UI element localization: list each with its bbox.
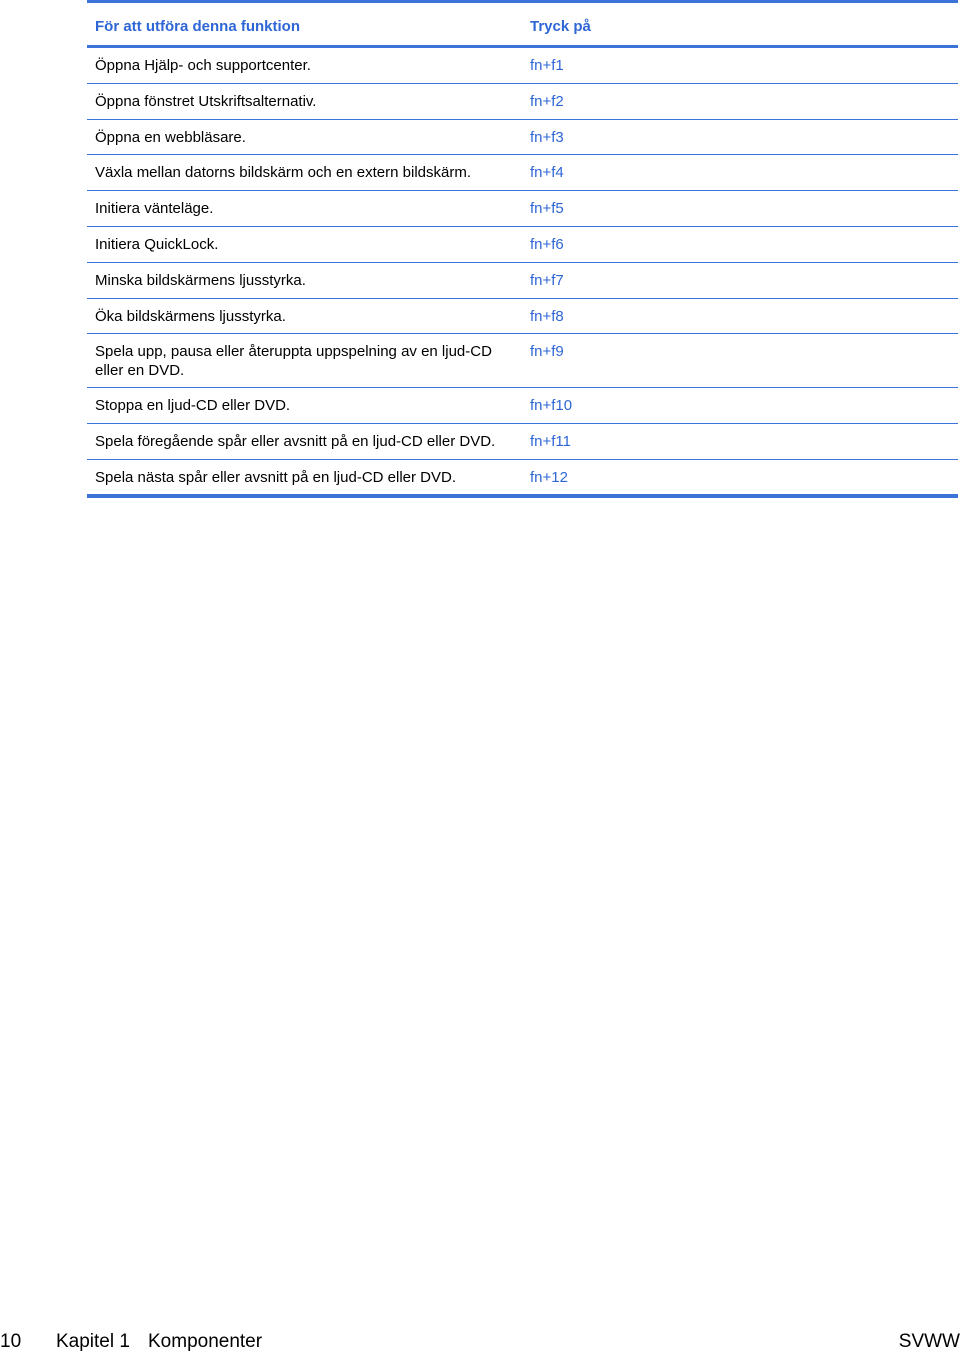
row-key: fn+f5 xyxy=(530,200,564,218)
document-code: SVWW xyxy=(898,1331,960,1352)
row-function: Spela upp, pausa eller återuppta uppspelning av en ljud-CD eller en DVD. xyxy=(95,343,492,380)
page-number: 10 xyxy=(0,1331,22,1352)
row-function: Spela föregående spår eller avsnitt på en ljud-CD eller DVD. xyxy=(95,433,496,451)
chapter-label: Kapitel 1 xyxy=(56,1331,130,1352)
row-function: Initiera vänteläge. xyxy=(95,200,214,218)
table-row xyxy=(87,155,958,191)
row-function: Initiera QuickLock. xyxy=(95,235,219,253)
table-row xyxy=(87,191,958,227)
table-row xyxy=(87,48,958,84)
table-row xyxy=(87,84,958,120)
row-function: Växla mellan datorns bildskärm och en extern bildskärm. xyxy=(95,164,472,182)
row-key: fn+f11 xyxy=(530,433,572,451)
row-key: fn+f3 xyxy=(530,128,564,146)
row-key: fn+f7 xyxy=(530,271,564,289)
row-key: fn+12 xyxy=(530,468,568,486)
row-key: fn+f9 xyxy=(530,343,564,361)
table-row xyxy=(87,120,958,156)
row-key: fn+f8 xyxy=(530,307,564,325)
row-function: Öppna en webbläsare. xyxy=(95,128,246,146)
row-key: fn+f4 xyxy=(530,164,564,182)
row-key: fn+f2 xyxy=(530,92,564,110)
row-function: Minska bildskärmens ljusstyrka. xyxy=(95,271,306,289)
table-row xyxy=(87,263,958,299)
table-row xyxy=(87,299,958,335)
table-row xyxy=(87,424,958,460)
row-function: Spela nästa spår eller avsnitt på en ljud-CD eller DVD. xyxy=(95,468,457,486)
hotkey-table xyxy=(87,0,958,498)
row-function: Öppna fönstret Utskriftsalternativ. xyxy=(95,92,317,110)
row-key: fn+f6 xyxy=(530,235,564,253)
row-function: Öppna Hjälp- och supportcenter. xyxy=(95,57,311,74)
header-function: För att utföra denna funktion xyxy=(95,18,300,35)
row-key: fn+f1 xyxy=(530,57,564,74)
table-row xyxy=(87,388,958,424)
table-row xyxy=(87,227,958,263)
header-key: Tryck på xyxy=(530,18,591,35)
row-function: Stoppa en ljud-CD eller DVD. xyxy=(95,397,291,415)
row-key: fn+f10 xyxy=(530,397,573,415)
table-row xyxy=(87,334,958,388)
section-title: Komponenter xyxy=(148,1331,263,1352)
row-function: Öka bildskärmens ljusstyrka. xyxy=(95,307,286,325)
table-row xyxy=(87,460,958,498)
table-header xyxy=(87,3,958,48)
